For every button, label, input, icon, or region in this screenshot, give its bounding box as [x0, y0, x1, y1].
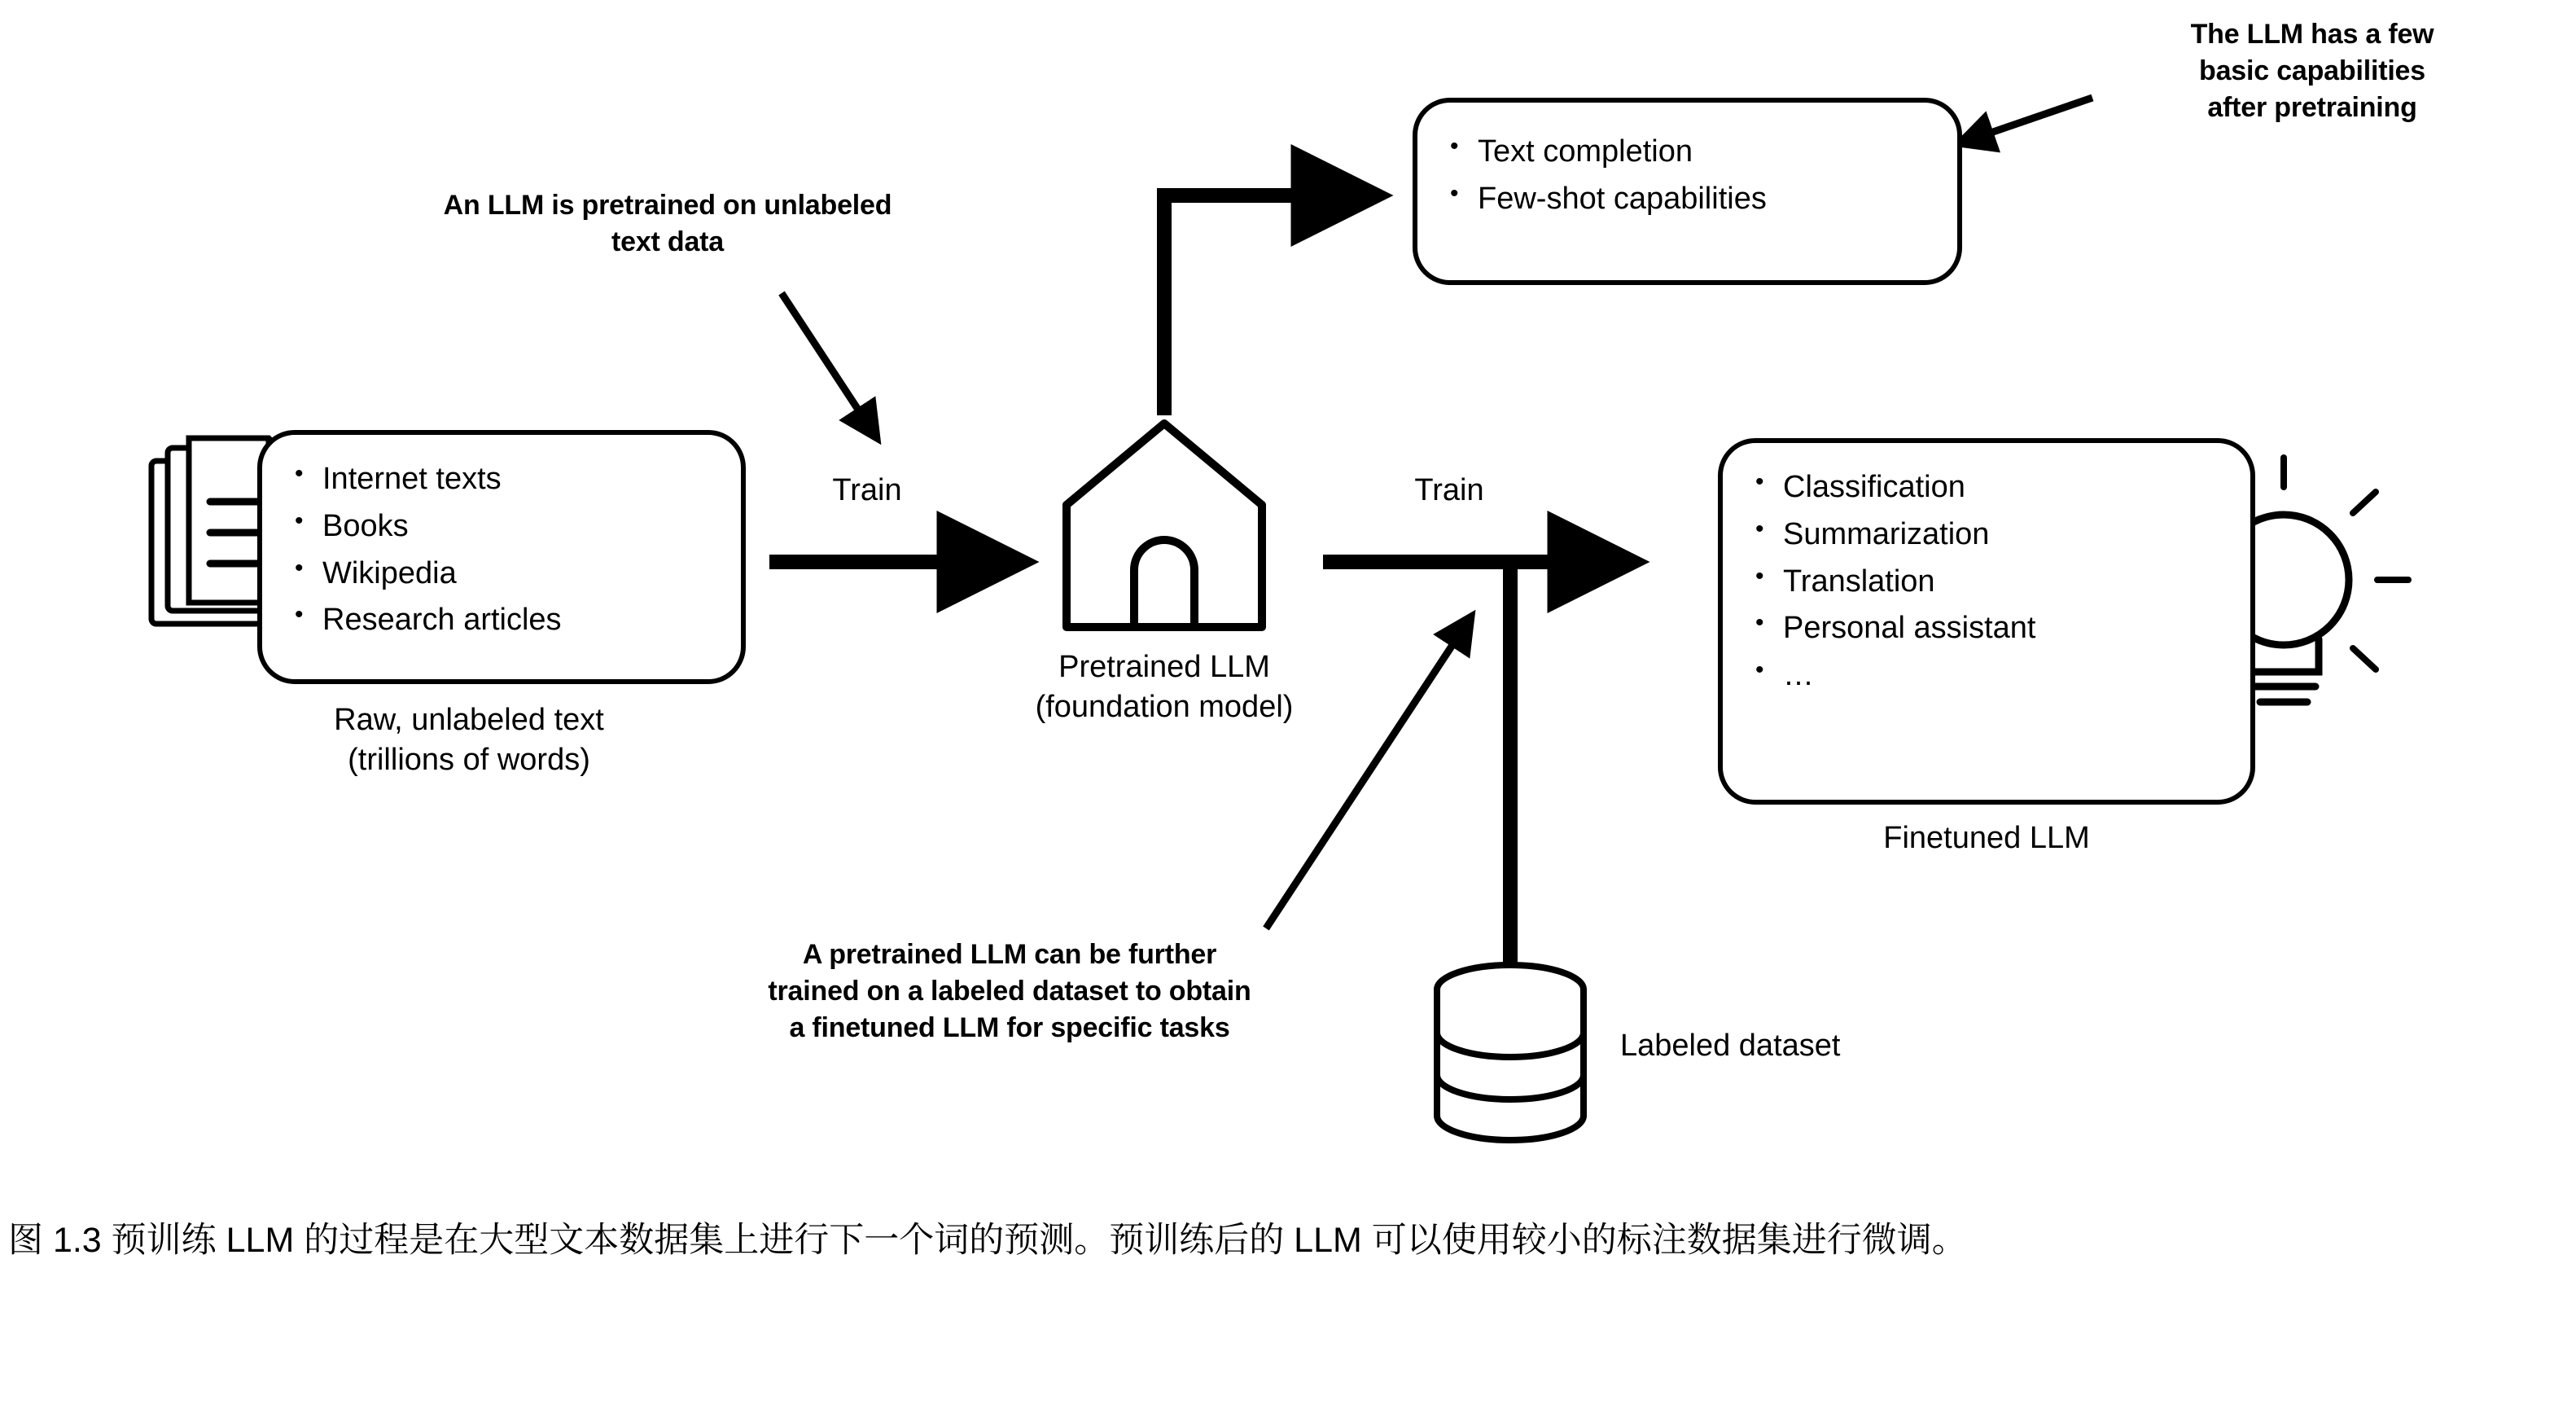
annotation-finetune-line1: A pretrained LLM can be further: [802, 939, 1217, 970]
list-item: • …: [1749, 652, 2250, 700]
capabilities-list: [1444, 129, 1957, 223]
raw-data-box: [257, 430, 746, 684]
list-item: • Few-shot capabilities: [1444, 176, 1957, 223]
annotation-finetune-line2: trained on a labeled dataset to obtain: [768, 975, 1251, 1007]
capabilities-box: [1413, 98, 1962, 285]
annotation-capabilities: [2084, 16, 2540, 126]
list-item: • Summarization: [1749, 511, 2250, 559]
database-icon: [1437, 965, 1584, 1140]
annotation-capabilities-line3: after pretraining: [2207, 91, 2417, 123]
finetuned-list: [1749, 464, 2250, 700]
arrow-to-capabilities: [1164, 195, 1368, 415]
raw-data-list: [288, 456, 741, 644]
finetuned-box: [1718, 438, 2255, 805]
figure-caption: 图 1.3 预训练 LLM 的过程是在大型文本数据集上进行下一个词的预测。预训练后的 LLM 可以使用较小的标注数据集进行微调。: [8, 1221, 1967, 1260]
annotation-arrow-pretrain: [782, 293, 875, 436]
list-item: • Text completion: [1444, 129, 1957, 176]
finetuned-llm-caption: Finetuned LLM: [1883, 821, 2090, 855]
list-item: • Research articles: [288, 597, 741, 644]
list-item: • Wikipedia: [288, 551, 741, 598]
annotation-pretrain-line1: An LLM is pretrained on unlabeled: [443, 190, 892, 221]
annotation-pretrain: [342, 187, 993, 261]
train-right-label: Train: [1414, 473, 1484, 507]
raw-data-caption-line1: Raw, unlabeled text: [334, 703, 604, 737]
annotation-finetune-line3: a finetuned LLM for specific tasks: [789, 1011, 1230, 1043]
raw-data-caption: [184, 700, 754, 781]
annotation-pretrain-line2: text data: [611, 226, 725, 257]
labeled-dataset-caption: Labeled dataset: [1620, 1029, 1841, 1063]
pretrained-llm-caption-line1: Pretrained LLM: [1058, 650, 1270, 684]
annotation-arrow-capabilities: [1962, 98, 2092, 143]
raw-data-caption-line2: (trillions of words): [348, 743, 590, 778]
train-left-label: Train: [832, 473, 902, 507]
pretrained-llm-caption-line2: (foundation model): [1035, 690, 1294, 725]
annotation-capabilities-line1: The LLM has a few: [2190, 19, 2434, 50]
annotation-finetune: [627, 937, 1392, 1046]
list-item: • Classification: [1749, 464, 2250, 511]
list-item: • Books: [288, 503, 741, 551]
house-icon: [1067, 423, 1262, 627]
list-item: • Personal assistant: [1749, 605, 2250, 652]
annotation-capabilities-line2: basic capabilities: [2199, 55, 2425, 86]
list-item: • Internet texts: [288, 456, 741, 503]
page-divider: [0, 1384, 2576, 1386]
list-item: • Translation: [1749, 559, 2250, 606]
pretrained-llm-caption: [920, 647, 1408, 728]
